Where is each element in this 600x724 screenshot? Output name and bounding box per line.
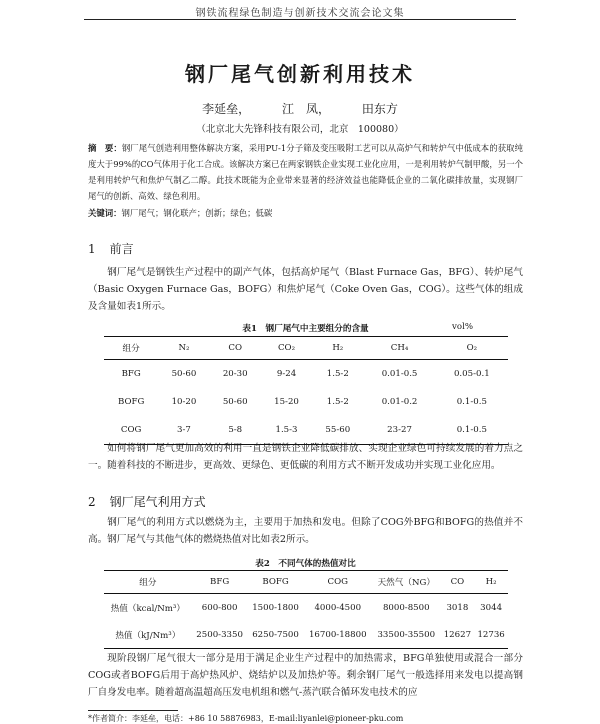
table-1-cell: 0.1-0.5 [456, 397, 487, 407]
table-2-header: BOFG [262, 577, 289, 587]
table-2-cell: 2500-3350 [196, 629, 243, 640]
table-1-cell: 50-60 [171, 369, 197, 379]
section-2-title: 钢厂尾气利用方式 [109, 495, 206, 509]
table-2-cell: 1500-1800 [252, 602, 299, 613]
table-1-cell: 0.1-0.5 [456, 425, 487, 435]
section-1-paragraph-2: 如何将钢厂尾气更加高效的利用一直是钢铁企业降低碳排放、实现企业绿色可持续发展的着力点之一。随着科技的不断进步，更高效、更绿色、更低碳的利用方式不断开发成功并实现工业化应用。 [88, 443, 523, 471]
table-1-cell: BOFG [117, 397, 145, 407]
table-2-header: BFG [210, 577, 230, 587]
table-1-row-bfg [104, 360, 508, 389]
table-1-cell: 15-20 [274, 397, 299, 407]
table-2-header: 组分 [139, 578, 157, 588]
author-3: 田东方 [361, 102, 398, 116]
author-list [0, 100, 600, 117]
table-1-cell: 1.5-3 [275, 425, 298, 435]
keywords [88, 207, 523, 219]
table-2-cell: 热值（kJ/Nm³） [115, 630, 181, 641]
table-1-cell: 3-7 [177, 425, 191, 435]
table-1-cell: BFG [121, 369, 141, 379]
paper-title: 钢厂尾气创新利用技术 [185, 62, 415, 86]
author-2: 江 凤， [281, 102, 330, 116]
table-1-header-row [104, 337, 508, 360]
table-2-cell: 8000-8500 [382, 602, 430, 613]
section-2-paragraph-2: 现阶段钢厂尾气很大一部分是用于满足企业生产过程中的加热需求，BFG单独使用或混合一部分COG或者BOFG后用于高炉热风炉、烧结炉以及加热炉等。剩余钢厂尾气一般选择用来发电以提高钢厂自身发电率。随着超高温超高压发电机组和燃气-蒸汽联合循环发电技术的应 [88, 653, 523, 698]
affiliation: （北京北大先锋科技有限公司，北京 100080） [196, 124, 404, 135]
table-1-title: 表1 钢厂尾气中主要组分的含量 [242, 324, 369, 334]
abstract-label: 摘 要： [88, 143, 122, 153]
table-1-header: CH₄ [390, 343, 409, 353]
abstract-text: 钢厂尾气创造利用整体解决方案，采用PU-1分子筛及变压吸附工艺可以从高炉气和转炉气中低成本的获取纯度大于99%的CO气体用于化工合成。该解决方案已在两家钢铁企业实现工业化应用，一是利用转炉气制甲酸，另一个是利用转炉气和焦炉气制乙二醇。此技术既能为企业带来显著的经济效益也能降低企业的二氧化碳排放量，实现钢厂尾气的创新、高效、绿色利用。 [88, 143, 524, 201]
table-1-cell: 50-60 [222, 397, 248, 407]
abstract [88, 140, 523, 204]
keywords-label: 关键词： [88, 208, 122, 218]
table-1-cell: 10-20 [171, 397, 197, 407]
header-rule [84, 19, 516, 20]
section-1-number: 1 [88, 242, 96, 256]
table-1-header: N₂ [178, 343, 190, 353]
table-1-cell: 5-8 [228, 425, 243, 435]
section-1-heading [88, 240, 134, 257]
table-2-title: 表2 不同气体的热值对比 [255, 559, 356, 569]
table-1-cell: 55-60 [325, 425, 351, 435]
table-1-cell: 0.01-0.2 [381, 397, 418, 407]
table-2-cell: 33500-35500 [377, 629, 436, 640]
table-1-header: H₂ [332, 343, 344, 353]
table-1-row-bofg [104, 388, 508, 416]
table-2-header-row [104, 571, 508, 594]
table-1-cell: 0.05-0.1 [453, 369, 490, 379]
table-2-header: 天然气（NG） [377, 578, 435, 588]
author-1: 李延垒， [202, 102, 251, 116]
table-2-cell: 6250-7500 [252, 629, 299, 640]
table-1-header: CO [228, 343, 243, 353]
table-2-cell: 4000-4500 [314, 602, 362, 613]
table-2-cell: 3018 [446, 602, 469, 613]
table-1-cell: 1.5-2 [326, 369, 349, 379]
section-1-title: 前言 [109, 242, 134, 256]
table-2-row-kcal [104, 594, 508, 622]
keywords-text: 钢厂尾气；钢化联产；创新；绿色；低碳 [121, 208, 273, 218]
table-2-cell: 12627 [443, 629, 472, 640]
running-header: 钢铁流程绿色制造与创新技术交流会论文集 [195, 8, 405, 19]
table-1 [104, 336, 508, 445]
table-1-header: CO₂ [277, 343, 296, 353]
table-1-cell: 9-24 [276, 369, 297, 379]
table-2-cell: 600-800 [201, 602, 238, 613]
section-2-paragraph-1: 钢厂尾气的利用方式以燃烧为主，主要用于加热和发电。但除了COG外BFG和BOFG的热值并不高。钢厂尾气与其他气体的燃烧热值对比如表2所示。 [88, 517, 523, 545]
table-2-cell: 热值（kcal/Nm³） [110, 603, 185, 614]
section-2-number: 2 [88, 495, 96, 509]
table-2-header: H₂ [485, 577, 497, 587]
table-2-row-kj [104, 621, 508, 649]
table-1-header: O₂ [466, 343, 478, 353]
table-1-cell: 20-30 [222, 369, 248, 379]
table-2-cell: 3044 [480, 602, 503, 613]
author-footnote: *作者简介：李延垒，电话：+86 10 58876983，E-mail:liyanlei@pioneer-pku.com [88, 714, 404, 723]
table-2-cell: 16700-18800 [308, 629, 367, 640]
table-2-caption [88, 557, 523, 569]
table-1-unit: vol% [452, 322, 473, 332]
table-1-cell: 0.01-0.5 [381, 369, 418, 379]
table-1-caption [88, 322, 523, 334]
table-2-header: CO [450, 577, 465, 587]
section-1-paragraph-1: 钢厂尾气是钢铁生产过程中的副产气体，包括高炉尾气（Blast Furnace Gas，BFG）、转炉尾气（Basic Oxygen Furnace Gas，BOFG）和焦炉尾气（Coke Oven Gas，COG）。这些气体的组成及含量如表1所示。 [88, 267, 523, 312]
table-1-cell: 1.5-2 [326, 397, 349, 407]
table-1-cell: COG [120, 425, 142, 435]
table-1-header: 组分 [122, 344, 140, 354]
table-2 [104, 570, 508, 649]
footnote-rule [88, 710, 178, 711]
table-2-cell: 12736 [477, 629, 505, 640]
table-1-cell: 23-27 [387, 425, 412, 435]
section-2-heading [88, 493, 206, 510]
table-2-header: COG [327, 577, 349, 587]
